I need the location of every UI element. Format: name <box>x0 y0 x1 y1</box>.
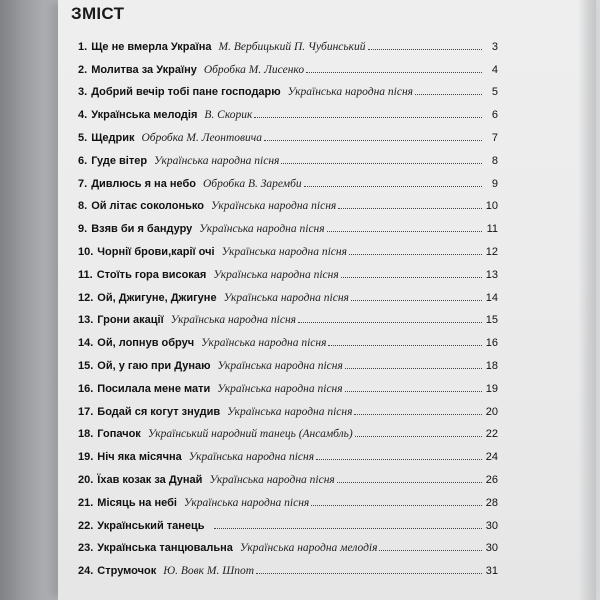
entry-author: В. Скорик <box>204 109 253 122</box>
entry-page-number: 31 <box>485 565 498 578</box>
entry-title: Ой літає соколонько <box>91 200 204 213</box>
entry-page-number: 20 <box>485 405 498 418</box>
entry-number: 3. <box>78 86 88 99</box>
toc-entry <box>78 258 498 281</box>
entry-number: 1. <box>78 40 88 53</box>
entry-page-number: 18 <box>485 359 498 372</box>
dot-leader <box>349 254 482 255</box>
entry-title: Добрий вечір тобі пане господарю <box>91 86 281 99</box>
entry-author: Українська народна пісня <box>217 359 343 372</box>
entry-author: Українська народна пісня <box>223 291 349 304</box>
entry-number: 10. <box>78 245 94 258</box>
toc-entry <box>78 281 498 304</box>
entry-number: 19. <box>78 451 94 464</box>
entry-title: Ой, у гаю при Дунаю <box>97 359 211 372</box>
entry-number: 5. <box>78 131 88 144</box>
entry-page-number: 28 <box>485 496 498 509</box>
entry-number: 16. <box>78 382 94 395</box>
page-title: ЗМІСТ <box>71 4 125 23</box>
entry-number: 24. <box>78 565 94 578</box>
entry-author: Українська народна пісня <box>213 268 339 281</box>
entry-page-number: 15 <box>485 314 498 327</box>
entry-page-number: 8 <box>491 154 498 167</box>
entry-page-number: 3 <box>491 40 498 53</box>
entry-title: Взяв би я бандуру <box>91 223 193 236</box>
dot-leader <box>327 231 482 232</box>
dot-leader <box>214 528 482 529</box>
toc-entry <box>78 532 498 555</box>
dot-leader <box>338 208 482 209</box>
toc-entry <box>78 98 498 121</box>
entry-number: 9. <box>78 223 88 236</box>
entry-page-number: 14 <box>485 291 498 304</box>
entry-number: 7. <box>78 177 88 190</box>
entry-author: Українська народна пісня <box>209 473 335 486</box>
entry-author: Українська народна пісня <box>188 451 315 464</box>
toc-entry <box>78 144 498 167</box>
entry-page-number: 6 <box>491 109 498 122</box>
dot-leader <box>264 140 482 141</box>
entry-number: 23. <box>78 542 94 555</box>
table-of-contents <box>78 30 498 577</box>
toc-entry <box>78 509 498 532</box>
dot-leader <box>355 436 482 437</box>
dot-leader <box>341 277 482 278</box>
entry-page-number: 9 <box>491 177 498 190</box>
entry-author: Українська народна пісня <box>201 337 327 350</box>
entry-title: Стоїть гора високая <box>96 268 207 281</box>
toc-entry <box>78 235 498 258</box>
entry-title: Грони акації <box>97 314 164 327</box>
entry-author: Український народний танець (Ансамбль) <box>147 428 353 441</box>
toc-entry <box>78 486 498 509</box>
toc-entry <box>78 30 498 53</box>
entry-page-number: 10 <box>485 200 498 213</box>
entry-page-number: 4 <box>491 63 498 76</box>
toc-entry <box>78 418 498 441</box>
toc-entry <box>78 190 498 213</box>
dot-leader <box>345 368 482 369</box>
entry-author: Українська народна пісня <box>210 200 337 213</box>
dot-leader <box>351 300 482 301</box>
toc-entry <box>78 212 498 235</box>
dot-leader <box>415 94 482 95</box>
entry-author: Українська народна пісня <box>221 245 347 258</box>
entry-number: 22. <box>78 519 94 532</box>
entry-title: Український танець <box>97 519 205 532</box>
entry-author: М. Вербицький П. Чубинський <box>218 40 366 53</box>
toc-entry <box>78 121 498 144</box>
dot-leader <box>368 49 482 50</box>
entry-title: Гопачок <box>97 428 141 441</box>
entry-author: Українська народна пісня <box>227 405 353 418</box>
entry-title: Ой, Джигуне, Джигуне <box>97 291 217 304</box>
entry-page-number: 19 <box>485 382 498 395</box>
entry-title: Дивлюсь я на небо <box>91 177 196 190</box>
entry-number: 12. <box>78 291 94 304</box>
toc-entry <box>78 349 498 372</box>
toc-entry <box>78 554 498 577</box>
entry-page-number: 26 <box>485 473 498 486</box>
dot-leader <box>254 117 482 118</box>
entry-author: Обробка М. Леонтовича <box>141 131 262 144</box>
entry-title: Чорнії брови,карії очі <box>97 245 215 258</box>
entry-number: 15. <box>78 359 94 372</box>
dot-leader <box>281 163 482 164</box>
entry-title: Гуде вітер <box>91 154 148 167</box>
entry-title: Посилала мене мати <box>97 382 211 395</box>
entry-number: 2. <box>78 63 88 76</box>
dot-leader <box>304 186 482 187</box>
toc-entry <box>78 76 498 99</box>
entry-author: Українська народна пісня <box>217 382 343 395</box>
entry-title: Місяць на небі <box>97 496 177 509</box>
dot-leader <box>354 414 482 415</box>
dot-leader <box>345 391 482 392</box>
toc-entry <box>78 167 498 190</box>
entry-title: Ой, лопнув обруч <box>97 337 195 350</box>
entry-author: Ю. Вовк М. Шпот <box>163 565 255 578</box>
toc-entry <box>78 304 498 327</box>
entry-page-number: 24 <box>485 451 498 464</box>
dot-leader <box>316 459 482 460</box>
toc-entry <box>78 395 498 418</box>
entry-page-number: 13 <box>485 268 498 281</box>
entry-title: Українська танцювальна <box>97 542 233 555</box>
entry-author: Українська народна пісня <box>154 154 280 167</box>
dot-leader <box>379 550 482 551</box>
entry-number: 4. <box>78 109 88 122</box>
dot-leader <box>311 505 482 506</box>
toc-entry <box>78 53 498 76</box>
entry-title: Бодай ся когут знудив <box>97 405 221 418</box>
entry-number: 17. <box>78 405 94 418</box>
entry-page-number: 7 <box>491 131 498 144</box>
entry-number: 11. <box>78 268 93 281</box>
entry-title: Молитва за Україну <box>91 63 197 76</box>
entry-page-number: 30 <box>485 542 498 555</box>
entry-page-number: 5 <box>491 86 498 99</box>
dot-leader <box>298 322 482 323</box>
toc-entry <box>78 440 498 463</box>
entry-number: 8. <box>78 200 88 213</box>
entry-title: Ще не вмерла Україна <box>91 40 212 53</box>
entry-author: Українська народна пісня <box>199 223 325 236</box>
entry-author: Українська народна пісня <box>170 314 297 327</box>
entry-number: 13. <box>78 314 94 327</box>
entry-author: Українська народна мелодія <box>239 542 378 555</box>
entry-title: Їхав козак за Дунай <box>97 473 203 486</box>
dot-leader <box>256 573 482 574</box>
entry-number: 14. <box>78 337 94 350</box>
entry-page-number: 16 <box>485 337 498 350</box>
entry-title: Струмочок <box>97 565 157 578</box>
page-edge <box>578 0 596 600</box>
toc-entry <box>78 326 498 349</box>
entry-number: 20. <box>78 473 94 486</box>
entry-title: Українська мелодія <box>91 109 198 122</box>
entry-title: Ніч яка місячна <box>97 451 182 464</box>
entry-page-number: 12 <box>485 245 498 258</box>
entry-title: Щедрик <box>91 131 135 144</box>
entry-page-number: 22 <box>485 428 498 441</box>
entry-number: 21. <box>78 496 94 509</box>
entry-number: 18. <box>78 428 94 441</box>
entry-page-number: 11 <box>486 223 498 236</box>
dot-leader <box>337 482 482 483</box>
entry-number: 6. <box>78 154 88 167</box>
entry-author: Українська народна пісня <box>183 496 310 509</box>
dot-leader <box>306 72 482 73</box>
entry-author: Обробка В. Заремби <box>203 177 302 190</box>
toc-entry <box>78 372 498 395</box>
entry-page-number: 30 <box>485 519 498 532</box>
entry-author: Українська народна пісня <box>287 86 414 99</box>
toc-entry <box>78 463 498 486</box>
dot-leader <box>328 345 482 346</box>
entry-author: Обробка М. Лисенко <box>203 63 305 76</box>
